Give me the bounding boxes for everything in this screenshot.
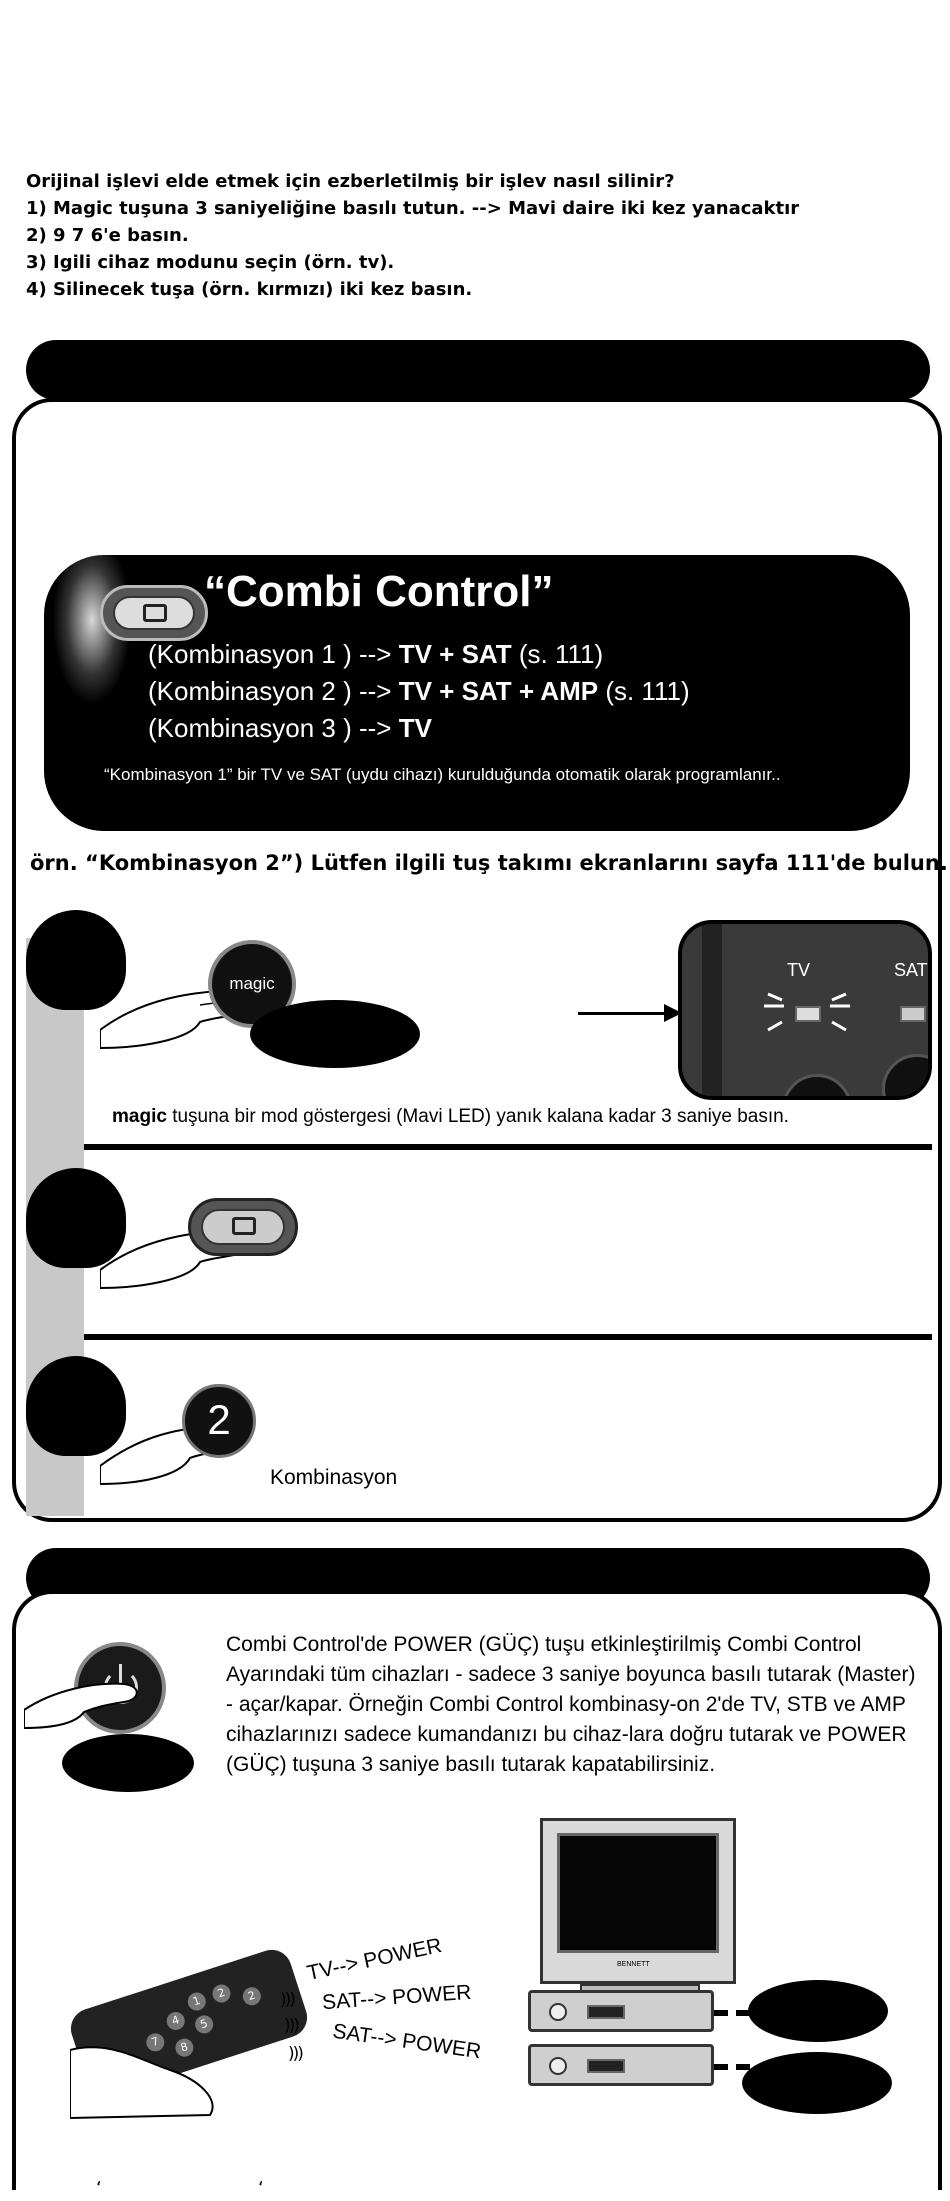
power-label-blob xyxy=(62,1734,194,1792)
amp-device xyxy=(528,2044,714,2086)
sat-led-icon xyxy=(900,1006,926,1022)
combi-tv-icon xyxy=(143,604,167,622)
signal-waves-icon: ))) xyxy=(284,2016,298,2036)
intro-line: 4) Silinecek tuşa (örn. kırmızı) iki kez basın. xyxy=(26,279,473,300)
beam-label: SAT--> POWER xyxy=(321,1980,473,2015)
device-label-blob xyxy=(742,2052,892,2114)
power-description: Combi Control'de POWER (GÜÇ) tuşu etkinleştirilmiş Combi Control Ayarındaki tüm cihazları - sadece 3 saniye boyunca basılı tutarak (Master) - açar/kapar. Örneğin Combi Control kombinasy-on 2'de TV, STB ve AMP cihazlarınızı sadece kumandanızı bu cihaz-lara doğru tutarak ve POWER (GÜÇ) tuşuna 3 saniye basılı tutarak kapatabilirsiniz. xyxy=(226,1633,916,1776)
pressing-hand-icon xyxy=(24,1660,144,1730)
intro-line: 1) Magic tuşuna 3 saniyeliğine basılı tutun. --> Mavi daire iki kez yanacaktır xyxy=(26,198,800,219)
combi-row: (Kombinasyon 2 ) --> TV + SAT + AMP (s. 111) xyxy=(148,676,690,706)
step-divider xyxy=(84,1334,932,1340)
signal-waves-icon: ))) xyxy=(280,1990,294,2010)
combi-control-box xyxy=(44,555,910,831)
step-3-text: Kombinasyon xyxy=(270,1466,398,1489)
combi-row: (Kombinasyon 3 ) --> TV xyxy=(148,713,432,743)
intro-instructions xyxy=(26,168,926,303)
combi-control-button[interactable] xyxy=(188,1198,298,1256)
arrow-right-icon xyxy=(578,1012,668,1015)
beam-label: SAT--> POWER xyxy=(331,2019,483,2064)
section-header-bar xyxy=(26,340,930,400)
mark: ‘ xyxy=(258,2178,264,2199)
signal-waves-icon: ))) xyxy=(288,2044,302,2064)
combi-title: “Combi Control” xyxy=(204,567,554,616)
remote-zoom-detail xyxy=(678,920,932,1100)
step-1-text: magic tuşuna bir mod göstergesi (Mavi LED) yanık kalana kadar 3 saniye basın. xyxy=(112,1106,789,1127)
combi-control-button[interactable] xyxy=(100,585,208,641)
remote-control: 1 2 4 5 7 8 2 xyxy=(66,1945,313,2102)
stb-device xyxy=(528,1990,714,2032)
example-instruction: örn. “Kombinasyon 2”) Lütfen ilgili tuş takımı ekranlarını sayfa 111'de bulun. xyxy=(30,851,948,875)
mark: ‘ xyxy=(96,2178,102,2199)
tv-illustration xyxy=(540,1818,736,1984)
device-label-blob xyxy=(748,1980,888,2042)
holding-hand-icon xyxy=(70,2010,220,2120)
tv-brand-label: BENNETT xyxy=(617,1961,650,1968)
beam-label: TV--> POWER xyxy=(305,1934,444,1986)
magic-button[interactable]: magic xyxy=(208,940,296,1028)
intro-line: 2) 9 7 6'e basın. xyxy=(26,225,189,246)
combi-note: “Kombinasyon 1” bir TV ve SAT (uydu cihazı) kurulduğunda otomatik olarak programlanır.. xyxy=(104,765,781,784)
number-2-button[interactable]: 2 xyxy=(182,1384,256,1458)
led-glow-icon xyxy=(762,990,852,1040)
sat-mode-label: SAT xyxy=(894,960,928,980)
combi-row: (Kombinasyon 1 ) --> TV + SAT (s. 111) xyxy=(148,639,604,669)
step-1-label-blob xyxy=(250,1000,420,1068)
intro-line: 3) Igili cihaz modunu seçin (örn. tv). xyxy=(26,252,395,273)
step-divider xyxy=(84,1144,932,1150)
intro-line: Orijinal işlevi elde etmek için ezberletilmiş bir işlev nasıl silinir? xyxy=(26,171,675,192)
combi-tv-icon xyxy=(232,1217,256,1235)
tv-mode-label: TV xyxy=(787,960,811,980)
